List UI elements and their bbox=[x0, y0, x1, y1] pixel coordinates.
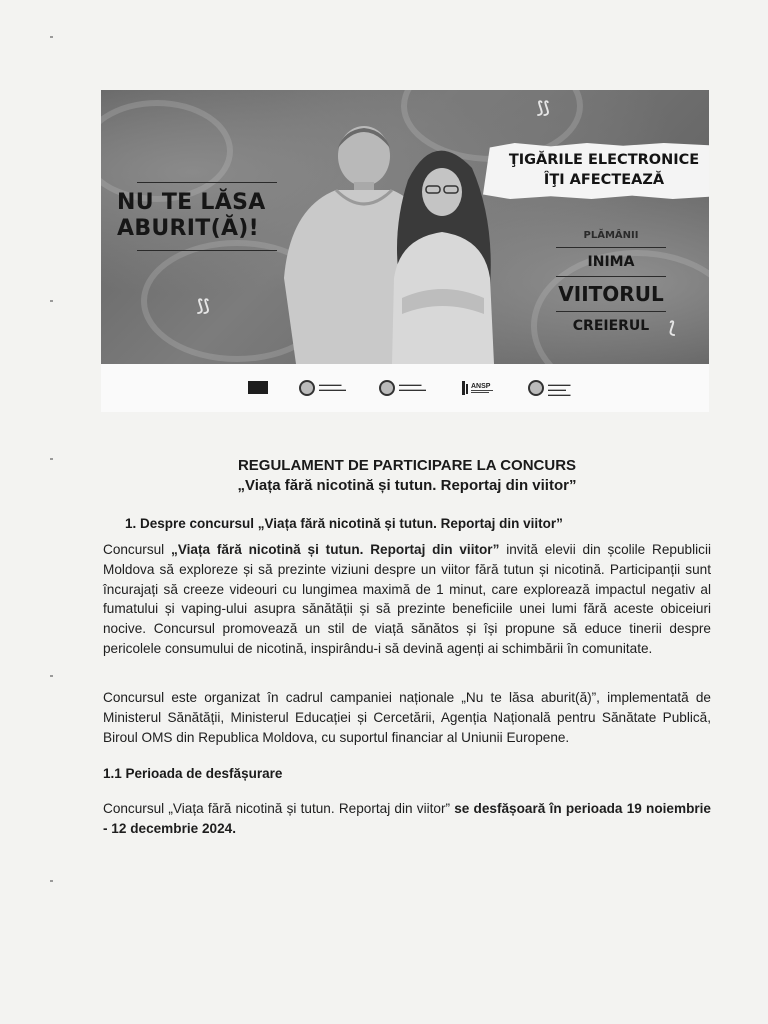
affected-organs-list bbox=[531, 230, 691, 335]
effect-brain: CREIERUL bbox=[572, 318, 650, 334]
two-teens-photo bbox=[276, 108, 516, 364]
subsection-heading: 1.1 Perioada de desfășurare bbox=[103, 766, 283, 781]
scan-mark bbox=[50, 36, 53, 38]
headline-line: ŢIGĂRILE ELECTRONICE bbox=[508, 152, 700, 168]
paragraph-organizers: Concursul este organizat în cadrul campaniei naționale „Nu te lăsa aburit(ă)”, implementată de Ministerul Sănătății, Ministerul Educației și Cercetării, Agenția Națională pentru Sănătate Publică, Biroul OMS din Republica Moldova, cu suportul financiar al Uniunii Europene. bbox=[103, 690, 711, 745]
svg-text:ANSP: ANSP bbox=[471, 383, 491, 390]
banner-headline bbox=[499, 150, 709, 190]
squiggle-icon: ⟆⟆ bbox=[197, 298, 210, 315]
bold-text: se desfășoară în perioada 19 noiembrie - 12 decembrie 2024. bbox=[103, 801, 711, 836]
title-line: „Viața fără nicotină și tutun. Reportaj din viitor” bbox=[237, 477, 577, 494]
eu-flag-icon bbox=[248, 381, 268, 394]
slogan-line: NU TE LĂSA bbox=[117, 190, 266, 215]
effect-heart: INIMA bbox=[587, 254, 635, 270]
logo-caption: ▬▬▬▬▬ ▬▬▬▬▬▬ bbox=[319, 382, 346, 392]
paragraph-period bbox=[103, 799, 711, 839]
effect-future: VIITORUL bbox=[558, 282, 664, 306]
logo-caption: ▬▬▬▬▬ ▬▬▬▬▬▬ bbox=[399, 382, 426, 392]
squiggle-icon: ⟆⟆ bbox=[537, 100, 550, 117]
slogan-line: ABURIT(Ă)! bbox=[117, 216, 259, 241]
banner-photo bbox=[101, 90, 709, 364]
ministry-education-seal-icon bbox=[379, 380, 395, 396]
scan-mark bbox=[50, 880, 53, 882]
headline-line: ÎŢI AFECTEAZĂ bbox=[543, 172, 665, 188]
divider bbox=[137, 250, 277, 251]
squiggle-icon: ⟅ bbox=[669, 320, 676, 337]
scan-mark bbox=[50, 300, 53, 302]
text: Concursul „Viața fără nicotină și tutun. Reportaj din viitor” bbox=[103, 801, 455, 816]
effect-lungs: PLĂMÂNII bbox=[583, 230, 639, 241]
section-heading: 1. Despre concursul „Viața fără nicotină și tutun. Reportaj din viitor” bbox=[125, 516, 563, 531]
who-logo-icon bbox=[528, 380, 544, 396]
scan-mark bbox=[50, 458, 53, 460]
logo-caption: ▬▬▬▬▬ ▬▬▬▬ ▬▬▬▬▬ bbox=[548, 382, 571, 397]
paragraph-intro bbox=[103, 540, 711, 659]
title-line: REGULAMENT DE PARTICIPARE LA CONCURS bbox=[237, 457, 577, 474]
text: Concursul bbox=[103, 542, 172, 557]
divider bbox=[137, 182, 277, 183]
campaign-slogan bbox=[117, 190, 289, 242]
scan-mark bbox=[50, 675, 53, 677]
ministry-health-seal-icon bbox=[299, 380, 315, 396]
campaign-banner bbox=[101, 90, 709, 412]
document-title bbox=[103, 456, 711, 496]
partner-logos-strip bbox=[101, 364, 709, 412]
text: invită elevii din școlile Republicii Moldova să exploreze și să prezinte viziuni despre un viitor fără tutun și nicotină. Participanții sunt încurajați să creeze videouri cu lungimea maximă de 1 minut, care explorează impactul negativ al fumatului și vaping-ului asupra sănătății și să prezinte beneficiile unei lumi fără aceste obiceiuri nocive. Concursul promovează un stil de viață sănătos și își propune să educe tinerii despre pericolele consumului de nicotină, inspirându-i să devină agenți ai schimbării în comunitate. bbox=[103, 542, 711, 656]
bold-text: „Viața fără nicotină și tutun. Reportaj din viitor” bbox=[171, 542, 500, 557]
ansp-logo-icon bbox=[462, 379, 496, 397]
